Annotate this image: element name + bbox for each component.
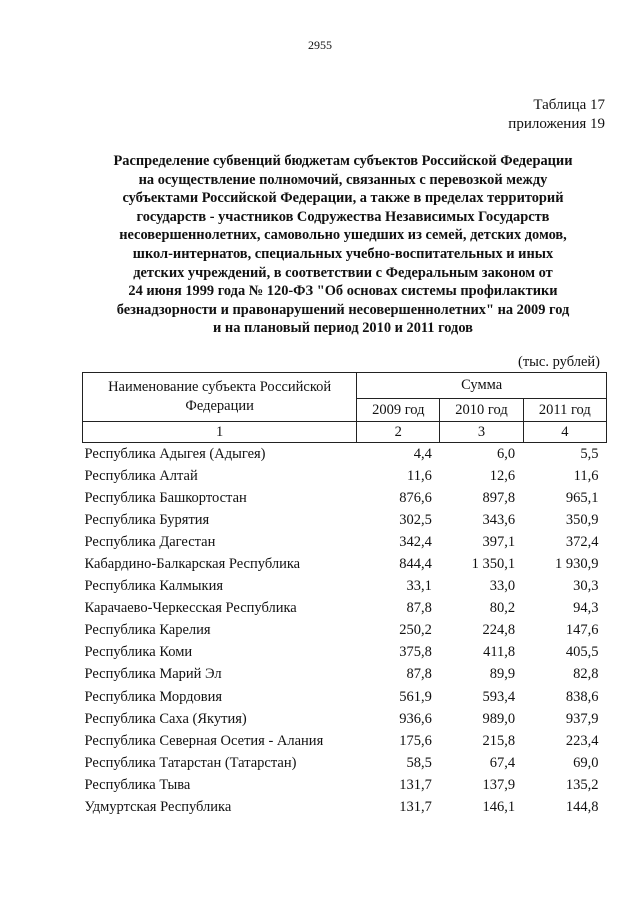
value-2010-cell: 989,0 [482, 710, 516, 727]
value-2010-cell: 146,1 [482, 799, 516, 816]
header-year-2011: 2011 год [523, 399, 606, 422]
document-title [78, 152, 608, 338]
table-row [83, 531, 607, 553]
header-sum: Сумма [357, 373, 607, 399]
table-row [83, 730, 607, 752]
value-2009-cell: 87,8 [406, 600, 432, 617]
value-2010-cell: 89,9 [489, 666, 516, 683]
value-2011-cell: 30,3 [573, 578, 599, 595]
value-2011-cell: 372,4 [565, 533, 599, 550]
header-year-2010: 2010 год [440, 399, 523, 422]
region-name-cell: Республика Тыва [84, 776, 191, 793]
table-row [83, 708, 607, 730]
value-2010-cell: 897,8 [482, 489, 516, 506]
region-name-cell: Удмуртская Республика [84, 799, 232, 816]
value-2009-cell: 131,7 [399, 776, 432, 793]
region-name-cell: Республика Бурятия [84, 511, 210, 528]
value-2009-cell: 561,9 [399, 688, 432, 705]
value-2011-cell: 147,6 [565, 622, 599, 639]
value-2009-cell: 844,4 [399, 556, 432, 573]
region-name-cell: Республика Саха (Якутия) [84, 710, 247, 727]
region-name-cell: Республика Татарстан (Татарстан) [84, 754, 297, 771]
title-line: школ-интернатов, специальных учебно-воспитательных и иных [132, 245, 554, 262]
table-row [83, 774, 607, 796]
table-row [83, 664, 607, 686]
title-line: 24 июня 1999 года № 120-ФЗ "Об основах системы профилактики [128, 283, 558, 300]
value-2010-cell: 12,6 [489, 467, 516, 484]
column-number: 4 [523, 422, 606, 443]
table-row [83, 620, 607, 642]
value-2009-cell: 4,4 [413, 445, 432, 462]
table-row [83, 797, 607, 819]
region-name-cell: Республика Карелия [84, 622, 211, 639]
value-2009-cell: 375,8 [399, 644, 432, 661]
region-name-cell: Республика Адыгея (Адыгея) [84, 445, 266, 462]
header-year-2009: 2009 год [357, 399, 440, 422]
region-name-cell: Республика Северная Осетия - Алания [84, 732, 324, 749]
units-label: (тыс. рублей) [518, 354, 600, 370]
value-2010-cell: 593,4 [482, 688, 516, 705]
value-2009-cell: 11,6 [407, 467, 432, 484]
table-row [83, 576, 607, 598]
value-2009-cell: 342,4 [399, 533, 432, 550]
value-2011-cell: 144,8 [565, 799, 599, 816]
title-line: несовершеннолетних, самовольно ушедших из семей, детских домов, [119, 227, 567, 244]
table-reference [508, 96, 605, 134]
region-name-cell: Республика Мордовия [84, 688, 223, 705]
table-row [83, 553, 607, 575]
value-2010-cell: 137,9 [482, 776, 516, 793]
region-name-cell: Республика Марий Эл [84, 666, 222, 683]
value-2011-cell: 82,8 [573, 666, 599, 683]
value-2010-cell: 1 350,1 [471, 556, 516, 573]
value-2009-cell: 936,6 [399, 710, 432, 727]
title-line: детских учреждений, в соответствии с Федеральным законом от [133, 264, 553, 281]
value-2009-cell: 175,6 [399, 732, 432, 749]
value-2011-cell: 405,5 [565, 644, 599, 661]
region-name-cell: Кабардино-Балкарская Республика [84, 556, 301, 573]
table-row [83, 598, 607, 620]
header-region-name: Наименование субъекта Российской Федерации [83, 373, 357, 422]
value-2011-cell: 94,3 [573, 600, 599, 617]
table-row [83, 487, 607, 509]
table-row [83, 443, 607, 466]
region-name-cell: Карачаево-Черкесская Республика [84, 600, 297, 617]
value-2011-cell: 69,0 [573, 754, 599, 771]
value-2011-cell: 5,5 [580, 445, 599, 462]
value-2009-cell: 131,7 [399, 799, 432, 816]
table-row [83, 509, 607, 531]
value-2009-cell: 302,5 [399, 511, 432, 528]
value-2011-cell: 223,4 [565, 732, 599, 749]
value-2011-cell: 135,2 [565, 776, 599, 793]
value-2011-cell: 1 930,9 [555, 556, 599, 573]
value-2011-cell: 965,1 [565, 489, 599, 506]
table-header [83, 373, 607, 443]
title-line: Распределение субвенций бюджетам субъектов Российской Федерации [113, 153, 573, 169]
value-2010-cell: 343,6 [482, 511, 516, 528]
subsidy-table [82, 372, 607, 819]
value-2010-cell: 224,8 [482, 622, 516, 639]
value-2010-cell: 33,0 [489, 578, 516, 595]
value-2010-cell: 215,8 [482, 732, 516, 749]
appendix-ref-line: приложения 19 [508, 116, 605, 132]
value-2010-cell: 411,8 [483, 644, 516, 661]
page-number: 2955 [308, 38, 332, 52]
column-number: 3 [440, 422, 523, 443]
table-row [83, 752, 607, 774]
value-2011-cell: 350,9 [565, 511, 599, 528]
title-line: государств - участников Содружества Независимых Государств [136, 208, 550, 225]
value-2010-cell: 67,4 [489, 754, 516, 771]
region-name-cell: Республика Дагестан [84, 533, 216, 550]
region-name-cell: Республика Алтай [84, 467, 198, 484]
title-line: безнадзорности и правонарушений несовершеннолетних" на 2009 год [116, 301, 570, 318]
column-number: 1 [83, 422, 357, 443]
table-row [83, 686, 607, 708]
table-row [83, 642, 607, 664]
value-2010-cell: 80,2 [489, 600, 516, 617]
value-2009-cell: 250,2 [399, 622, 432, 639]
value-2009-cell: 87,8 [406, 666, 432, 683]
value-2010-cell: 397,1 [482, 533, 516, 550]
title-line: и на плановый период 2010 и 2011 годов [213, 320, 473, 337]
value-2010-cell: 6,0 [497, 445, 516, 462]
value-2011-cell: 11,6 [573, 467, 599, 484]
value-2009-cell: 876,6 [399, 489, 432, 506]
region-name-cell: Республика Башкортостан [84, 489, 247, 506]
region-name-cell: Республика Калмыкия [84, 578, 223, 595]
value-2009-cell: 58,5 [406, 754, 432, 771]
title-line: субъектами Российской Федерации, а также в пределах территорий [122, 190, 564, 207]
column-number: 2 [357, 422, 440, 443]
title-line: на осуществление полномочий, связанных с перевозкой между [138, 171, 548, 188]
value-2009-cell: 33,1 [406, 578, 432, 595]
value-2011-cell: 838,6 [565, 688, 599, 705]
value-2011-cell: 937,9 [565, 710, 599, 727]
table-ref-line: Таблица 17 [533, 97, 605, 113]
table-body [83, 443, 607, 819]
table-row [83, 465, 607, 487]
region-name-cell: Республика Коми [84, 644, 193, 661]
